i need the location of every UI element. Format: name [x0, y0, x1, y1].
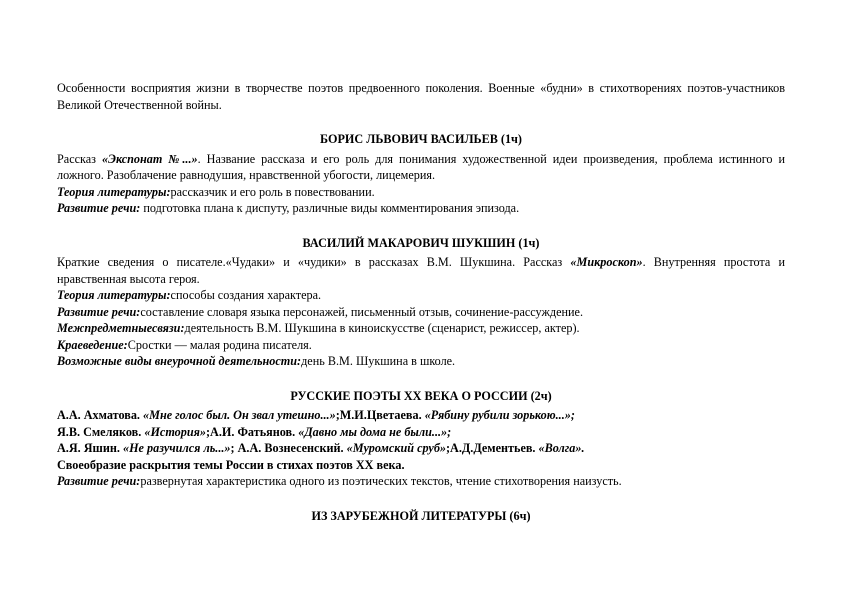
shukshin-inter-line	[57, 320, 785, 337]
poets-l2-a: Я.В. Смеляков.	[57, 424, 145, 439]
shukshin-inter-text: деятельность В.М. Шукшина в киноискусстве (сценарист, режиссер, актер).	[184, 321, 580, 335]
vasilyev-speech-label: Развитие речи:	[57, 201, 141, 215]
shukshin-theory-label: Теория литературы:	[57, 288, 171, 302]
poets-l2-d: «Давно мы дома не были...»;	[298, 424, 452, 439]
shukshin-speech-label: Развитие речи:	[57, 304, 141, 319]
poets-speech-line	[57, 473, 785, 490]
vasilyev-story-paragraph	[57, 151, 785, 184]
heading-foreign: ИЗ ЗАРУБЕЖНОЙ ЛИТЕРАТУРЫ (6ч)	[311, 508, 531, 523]
vasilyev-theory-text: рассказчик и его роль в повествовании.	[170, 184, 375, 199]
poets-line-1	[57, 407, 785, 424]
document-content	[57, 80, 785, 524]
shukshin-extra-line	[57, 353, 785, 370]
shukshin-theory-text: способы создания характера.	[170, 288, 322, 302]
vasilyev-speech-line	[57, 200, 785, 217]
shukshin-story-title: «Микроскоп»	[570, 255, 643, 269]
heading-poets: РУССКИЕ ПОЭТЫ XX ВЕКА О РОССИИ (2ч)	[290, 388, 552, 403]
poets-l3-c: ; А.А. Вознесенский.	[230, 441, 347, 455]
vasilyev-theory-line	[57, 184, 785, 201]
intro-paragraph: Особенности восприятия жизни в творчестве поэтов предвоенного поколения. Военные «будни» в стихотворениях поэтов-участников Великой Отечественной войны.	[57, 81, 785, 112]
poets-speech-label: Развитие речи:	[57, 474, 141, 488]
poets-l1-b: «Мне голос был. Он звал утешно...»	[143, 408, 336, 422]
vasilyev-speech-text: подготовка плана к диспуту, различные виды комментирования эпизода.	[140, 201, 520, 215]
shukshin-intro-text2: . Внутренняя простота и нравственная высота героя.	[57, 255, 785, 286]
vasilyev-story-title: «Экспонат №...»	[101, 151, 198, 166]
vasilyev-story-prefix: Рассказ	[57, 151, 102, 166]
poets-line-2	[57, 424, 785, 441]
heading-shukshin: ВАСИЛИЙ МАКАРОВИЧ ШУКШИН (1ч)	[302, 235, 540, 250]
poets-l1-a: А.А. Ахматова.	[57, 408, 144, 422]
vasilyev-theory-label: Теория литературы:	[57, 184, 171, 199]
poets-speech-text: развернутая характеристика одного из поэтических текстов, чтение стихотворения наизусть.	[140, 474, 622, 488]
poets-l3-b: «Не разучился ль...»	[122, 441, 231, 455]
poets-l3-f: «Волга».	[538, 441, 585, 455]
poets-line-3	[57, 440, 785, 457]
poets-l3-a: А.Я. Яшин.	[57, 441, 123, 455]
shukshin-speech-text: составление словаря языка персонажей, письменный отзыв, сочинение-рассуждение.	[140, 304, 584, 319]
poets-l3-d: «Муромский сруб»	[346, 441, 446, 455]
shukshin-theory-line	[57, 287, 785, 304]
shukshin-intro-text: Краткие сведения о писателе.«Чудаки» и «чудики» в рассказах В.М. Шукшина. Рассказ	[57, 255, 571, 269]
poets-l2-c: ;А.И. Фатьянов.	[205, 424, 299, 439]
poets-l2-b: «История»	[144, 424, 206, 439]
shukshin-extra-text: день В.М. Шукшина в школе.	[301, 354, 456, 368]
shukshin-speech-line	[57, 304, 785, 321]
poets-l3-e: ;А.Д.Дементьев.	[446, 441, 539, 455]
shukshin-intro-paragraph	[57, 254, 785, 287]
shukshin-inter-label: Межпредметныесвязи:	[57, 321, 185, 335]
shukshin-local-line	[57, 337, 785, 354]
shukshin-local-text: Сростки — малая родина писателя.	[127, 337, 312, 352]
shukshin-extra-label: Возможные виды внеурочной деятельности:	[57, 354, 302, 368]
poets-l1-c: ;М.И.Цветаева.	[335, 408, 425, 422]
heading-vasilyev: БОРИС ЛЬВОВИЧ ВАСИЛЬЕВ (1ч)	[320, 132, 522, 146]
shukshin-local-label: Краеведение:	[57, 337, 128, 352]
poets-l1-d: «Рябину рубили зорькою...»;	[424, 408, 575, 422]
poets-theme-line: Своеобразие раскрытия темы России в стихах поэтов XX века.	[57, 457, 405, 472]
vasilyev-story-text: . Название рассказа и его роль для понимания художественной идеи произведения, проблема истинного и ложного. Разоблачение равнодушия, нравственной убогости, лицемерия.	[57, 151, 785, 182]
